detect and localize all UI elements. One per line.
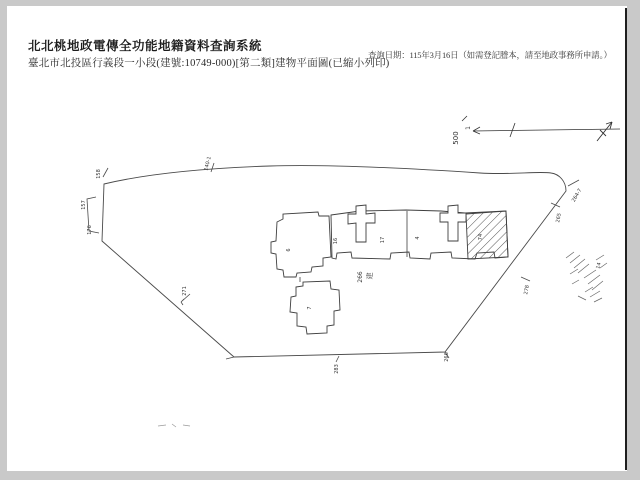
map-label: 140-1 — [203, 155, 213, 172]
map-label: 283 — [334, 364, 340, 374]
parcel-boundary — [102, 166, 566, 357]
query-date: 查詢日期：115年3月16日（如需登記謄本，請至地政事務所申請。） — [368, 50, 612, 60]
scale-denominator: 500 — [452, 131, 460, 145]
map-label: 17 — [380, 236, 386, 244]
parcel-description: 臺北市北投區行義段一小段(建號:10749-000)[第二類]建物平面圖(已縮小列印) — [28, 58, 390, 69]
map-label: 278 — [523, 284, 531, 296]
map-label: 16 — [333, 237, 339, 245]
map-label: 176 — [87, 225, 93, 235]
page-right-border — [625, 8, 627, 470]
building-outline-a — [271, 212, 331, 277]
map-label: 6 — [286, 248, 292, 252]
map-label: 264-7 — [570, 187, 584, 204]
scale-indicator — [452, 116, 620, 145]
building-outline-b — [290, 281, 340, 334]
map-label: 建 — [366, 272, 374, 280]
hatched-building — [466, 211, 508, 259]
map-labels — [81, 156, 603, 374]
stair-core-2 — [440, 205, 466, 241]
map-label: 74 — [478, 233, 484, 241]
vegetation-scribble — [566, 252, 607, 302]
map-label: 158 — [96, 169, 102, 179]
map-label: 7 — [307, 306, 313, 310]
map-label: 271 — [182, 286, 188, 296]
stray-mark — [158, 424, 190, 427]
map-label: 14 — [595, 261, 603, 270]
map-label: 266 — [357, 271, 364, 283]
map-label: 4 — [415, 236, 421, 240]
north-arrow-icon — [597, 122, 612, 141]
map-label: 157 — [81, 200, 87, 210]
system-title: 北北桃地政電傳全功能地籍資料查詢系統 — [28, 39, 263, 53]
scale-numerator: 1 — [465, 126, 472, 130]
map-label: 266 — [444, 352, 450, 362]
boundary-tick-marks — [87, 163, 579, 362]
map-label: 265 — [555, 212, 563, 224]
